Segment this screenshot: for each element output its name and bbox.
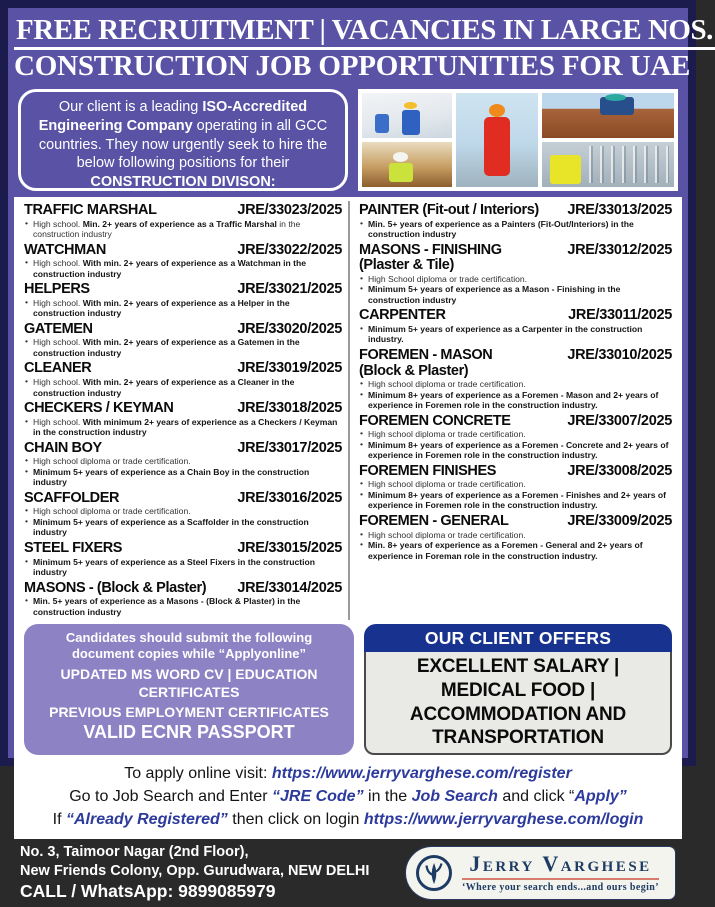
phone-whatsapp[interactable]: CALL / WhatsApp: 9899085979 [20, 881, 276, 902]
text-segment: High school diploma or trade certification. [33, 506, 191, 517]
job-title: CHAIN BOY [24, 439, 102, 456]
job-jre-code: JRE/33014/2025 [237, 579, 342, 596]
job-requirement [24, 377, 342, 398]
client-intro-text [18, 89, 348, 191]
job-title: CARPENTER [359, 307, 446, 324]
text-segment: High school. [33, 416, 83, 427]
job-jre-code: JRE/33015/2025 [237, 539, 342, 556]
photo-column-right [542, 93, 674, 187]
text-segment: With min. 2+ years of experience as a Helper in the construction industry [33, 297, 290, 319]
apply-instruction-line [18, 763, 678, 786]
headline-line1: FREE RECRUITMENT | VACANCIES IN LARGE NOS. [14, 14, 715, 50]
job-title-row [24, 243, 342, 259]
job-requirement [359, 490, 672, 511]
text-segment: High school. [33, 297, 83, 308]
job-title-row [359, 348, 672, 364]
client-offers-box [364, 624, 672, 755]
job-title-row [24, 401, 342, 417]
job-title-row [24, 541, 342, 557]
job-requirement [24, 219, 342, 240]
job-listings [14, 197, 682, 620]
documents-line-employment: PREVIOUS EMPLOYMENT CERTIFICATES [49, 704, 329, 721]
login-url[interactable]: https://www.jerryvarghese.com/login [363, 810, 644, 828]
text-segment: and click “ [497, 787, 575, 805]
text-segment: Minimum 5+ years of experience as a Chain Boy in the construction industry [33, 466, 310, 488]
text-segment: Min. 8+ years of experience as a Foremen - General and 2+ years of experience in Foreman role in the construction industry. [368, 540, 643, 561]
job-listing [359, 514, 672, 561]
job-jre-code: JRE/33020/2025 [237, 320, 342, 337]
job-requirement [24, 337, 342, 358]
job-title-row [359, 514, 672, 530]
job-jre-code: JRE/33016/2025 [237, 489, 342, 506]
job-requirement [24, 557, 342, 578]
text-segment: Go to Job Search and Enter [69, 787, 272, 805]
documents-intro: Candidates should submit the following document copies while “Applyonline” [65, 630, 313, 662]
text-segment: If [52, 810, 66, 828]
text-segment: High school. [33, 258, 83, 269]
text-segment: Min. 2+ years of experience as a Traffic Marshal [82, 218, 277, 229]
text-segment: Our client is a leading [58, 98, 203, 115]
job-listing [24, 203, 342, 240]
text-segment: High school diploma or trade certification. [33, 456, 191, 467]
job-title: MASONS - (Block & Plaster) [24, 579, 207, 596]
job-title-row [24, 361, 342, 377]
job-listing [359, 348, 672, 411]
text-segment: operating in all GCC countries. They now urgently seek to hire the below following positions for their [38, 117, 328, 172]
job-requirement [24, 298, 342, 319]
job-title-row [359, 464, 672, 480]
footer [8, 839, 688, 906]
register-url[interactable]: https://www.jerryvarghese.com/register [271, 765, 572, 783]
job-jre-code: JRE/33021/2025 [237, 281, 342, 298]
job-title-row [359, 243, 672, 259]
apply-instructions [14, 757, 682, 839]
job-title: FOREMEN FINISHES [359, 462, 496, 479]
text-segment: With min. 2+ years of experience as a Gatemen in the construction industry [33, 337, 300, 358]
text-segment: Minimum 8+ years of experience as a Foremen - Mason and 2+ years of experience in Foremen role in the construction industry. [368, 389, 659, 411]
photo-worker-in-red-coveralls [456, 93, 537, 187]
photo-carpenter-working [362, 142, 452, 187]
text-segment: With min. 2+ years of experience as a Watchman in the construction industry [33, 258, 307, 279]
job-requirement [24, 456, 342, 466]
figure [375, 114, 389, 134]
job-listing [359, 464, 672, 511]
job-listing [359, 308, 672, 345]
agency-address [20, 843, 395, 902]
job-title-row [24, 203, 342, 219]
offers-body: EXCELLENT SALARY | MEDICAL FOOD | ACCOMMODATION AND TRANSPORTATION [364, 652, 672, 755]
job-listing [24, 282, 342, 319]
job-requirement [359, 274, 672, 284]
job-requirement [359, 379, 672, 389]
job-title-line2: (Block & Plaster) [359, 362, 469, 379]
text-segment: “Already Registered” [65, 810, 228, 828]
job-title-row [359, 414, 672, 430]
job-requirement [359, 219, 672, 240]
text-segment: High School diploma or trade certification. [368, 273, 528, 284]
headline-line2: CONSTRUCTION JOB OPPORTUNITIES FOR UAE [14, 50, 691, 83]
photo-steel-fixers-tying-rebar [542, 142, 674, 187]
apply-instruction-line [18, 786, 678, 809]
job-listing [359, 203, 672, 240]
job-title: WATCHMAN [24, 241, 106, 258]
documents-line-cv: UPDATED MS WORD CV | EDUCATION CERTIFICATES [60, 665, 318, 700]
text-segment: With minimum 2+ years of experience as a Checkers / Keyman in the construction industry [33, 416, 338, 438]
job-title: TRAFFIC MARSHAL [24, 201, 157, 218]
job-requirement [359, 390, 672, 411]
job-jre-code: JRE/33017/2025 [237, 439, 342, 456]
job-listing [24, 491, 342, 538]
job-jre-code: JRE/33007/2025 [567, 412, 672, 429]
job-column-left [22, 201, 348, 620]
address-line1: No. 3, Taimoor Nagar (2nd Floor), [20, 844, 249, 861]
text-segment: Minimum 8+ years of experience as a Foremen - Finishes and 2+ years of experience in Foremen role in the construction industry. [368, 489, 667, 511]
info-boxes-row [14, 620, 682, 757]
text-segment: Job Search [411, 787, 498, 805]
jerry-varghese-logo [405, 846, 676, 900]
address-line2: New Friends Colony, Opp. Gurudwara, NEW DELHI [20, 862, 370, 879]
job-jre-code: JRE/33009/2025 [567, 512, 672, 529]
photo-painters-working [362, 93, 452, 138]
job-requirement [359, 429, 672, 439]
text-segment: With min. 2+ years of experience as a Cleaner in the construction industry [33, 377, 295, 398]
job-title: HELPERS [24, 281, 90, 298]
job-title: PAINTER (Fit-out / Interiors) [359, 201, 539, 218]
job-requirement [24, 417, 342, 438]
text-segment: Minimum 5+ years of experience as a Scaffolder in the construction industry [33, 516, 309, 538]
text-segment: To apply online visit: [124, 765, 272, 783]
job-title-row [24, 491, 342, 507]
job-title: CHECKERS / KEYMAN [24, 400, 174, 417]
job-requirement [24, 596, 342, 617]
job-title-row [359, 308, 672, 324]
job-column-right [348, 201, 674, 620]
text-segment: High school diploma or trade certification. [368, 429, 526, 440]
text-segment: Minimum 5+ years of experience as a Steel Fixers in the construction industry [33, 556, 316, 578]
job-listing [359, 243, 672, 306]
logo-text [462, 853, 659, 893]
text-segment: in the construction industry [33, 218, 301, 240]
job-title-row [24, 581, 342, 597]
job-requirement [359, 479, 672, 489]
job-requirement [359, 284, 672, 305]
apply-instruction-line [18, 809, 678, 832]
job-listing [24, 361, 342, 398]
job-title: FOREMEN - MASON [359, 346, 493, 363]
job-requirement [24, 258, 342, 279]
job-title: STEEL FIXERS [24, 539, 123, 556]
job-listing [359, 414, 672, 461]
offers-header: OUR CLIENT OFFERS [364, 624, 672, 652]
photo-column-left [362, 93, 452, 187]
job-jre-code: JRE/33022/2025 [237, 241, 342, 258]
text-segment: “JRE Code” [272, 787, 364, 805]
photo-collage [358, 89, 678, 191]
text-segment: in the [363, 787, 412, 805]
job-title: SCAFFOLDER [24, 489, 120, 506]
job-jre-code: JRE/33018/2025 [237, 400, 342, 417]
text-segment: High school diploma or trade certification. [368, 479, 526, 490]
job-jre-code: JRE/33011/2025 [568, 307, 672, 324]
documents-line-passport: VALID ECNR PASSPORT [83, 722, 295, 743]
job-title-row [24, 282, 342, 298]
job-title: MASONS - FINISHING [359, 241, 502, 258]
ad-inner [8, 8, 713, 902]
job-requirement [24, 517, 342, 538]
content-panel [14, 197, 682, 839]
job-jre-code: JRE/33019/2025 [237, 360, 342, 377]
job-requirement [359, 440, 672, 461]
job-listing [24, 581, 342, 618]
logo-tagline: ‘Where your search ends...and ours begin’ [462, 882, 659, 894]
text-segment: CONSTRUCTION DIVISON: [90, 174, 276, 191]
job-title: FOREMEN - GENERAL [359, 512, 509, 529]
job-listing [24, 541, 342, 578]
photo-mason-laying-bricks [542, 93, 674, 138]
job-title-row [24, 322, 342, 338]
text-segment: High school diploma or trade certification. [368, 529, 526, 540]
required-documents-box [24, 624, 354, 755]
job-listing [24, 322, 342, 359]
leaf-logo-icon [414, 853, 454, 893]
job-requirement [359, 324, 672, 345]
job-title: GATEMEN [24, 320, 93, 337]
job-requirement [24, 506, 342, 516]
job-requirement [24, 467, 342, 488]
text-segment: High school. [33, 218, 83, 229]
masthead [8, 8, 713, 85]
text-segment: then click on login [227, 810, 364, 828]
job-jre-code: JRE/33023/2025 [237, 201, 342, 218]
text-segment: Apply” [574, 787, 627, 805]
job-listing [24, 441, 342, 488]
intro-row [8, 85, 688, 197]
job-title: CLEANER [24, 360, 92, 377]
job-title-row [359, 203, 672, 219]
logo-name: Jerry Varghese [462, 853, 659, 880]
job-title-line2: (Plaster & Tile) [359, 257, 454, 274]
text-segment: Min. 5+ years of experience as a Masons - (Block & Plaster) in the construction industry [33, 596, 301, 617]
job-jre-code: JRE/33010/2025 [567, 346, 672, 363]
job-listing [24, 401, 342, 438]
text-segment: Minimum 5+ years of experience as a Carpenter in the construction industry. [368, 323, 643, 345]
job-jre-code: JRE/33013/2025 [567, 201, 672, 218]
job-listing [24, 243, 342, 280]
text-segment: Min. 5+ years of experience as a Painters (Fit-Out/Interiors) in the construction industry [368, 218, 634, 240]
job-requirement [359, 540, 672, 561]
job-jre-code: JRE/33008/2025 [567, 462, 672, 479]
text-segment: High school. [33, 337, 83, 348]
photo-column-middle [456, 93, 537, 187]
job-jre-code: JRE/33012/2025 [567, 241, 672, 258]
job-title: FOREMEN CONCRETE [359, 412, 511, 429]
text-segment: High school diploma or trade certification. [368, 379, 526, 390]
text-segment: Minimum 5+ years of experience as a Mason - Finishing in the construction industry [368, 284, 621, 305]
text-segment: High school. [33, 377, 83, 388]
job-requirement [359, 530, 672, 540]
job-title-row [24, 441, 342, 457]
text-segment: Minimum 8+ years of experience as a Foremen - Concrete and 2+ years of experience in Foremen role in the construction industry. [368, 439, 669, 461]
text-segment: ISO-Accredited Engineering Company [38, 98, 308, 134]
